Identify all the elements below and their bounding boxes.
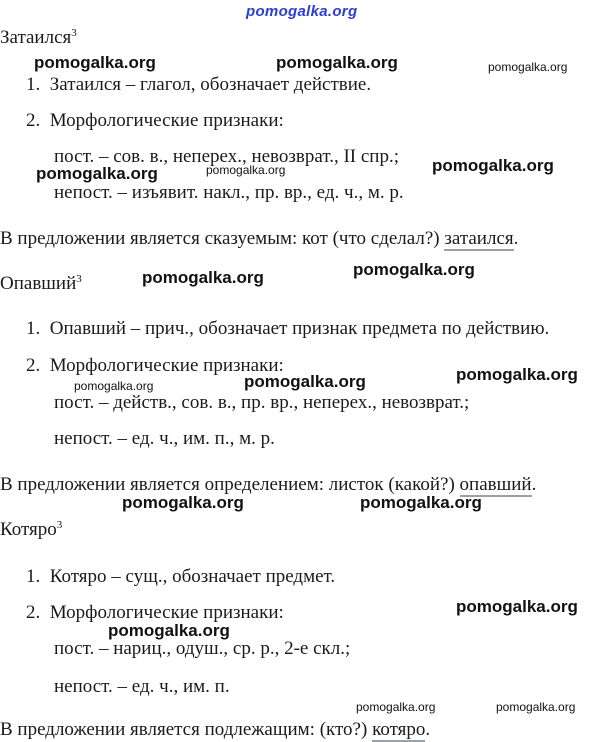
watermark: pomogalka.org <box>74 379 154 393</box>
sentence-role-end: . <box>513 228 519 249</box>
heading-word: Котяро <box>0 519 57 540</box>
sentence-role-text: В предложении является подлежащим: (кто?) <box>0 719 373 740</box>
watermark: pomogalka.org <box>353 260 475 279</box>
constant-features: пост. – нариц., одуш., ср. р., 2-е скл.; <box>54 638 351 659</box>
watermark: pomogalka.org <box>488 60 568 74</box>
list-item-morph-heading: 2. Морфологические признаки: <box>26 602 284 623</box>
list-item-morph-heading: 2. Морфологические признаки: <box>26 110 284 131</box>
sentence-role-word: затаился <box>444 228 514 249</box>
sentence-role-word: опавший <box>459 474 532 495</box>
list-item-morph-heading: 2. Морфологические признаки: <box>26 355 284 376</box>
sentence-role-end: . <box>425 719 431 740</box>
header-watermark: pomogalka.org <box>246 3 358 20</box>
heading-word: Опавший <box>0 273 77 294</box>
variable-features: непост. – ед. ч., им. п. <box>54 676 230 697</box>
constant-features: пост. – сов. в., неперех., невозврат., II спр.; <box>54 146 399 167</box>
watermark: pomogalka.org <box>142 268 264 287</box>
watermark: pomogalka.org <box>276 53 398 72</box>
watermark: pomogalka.org <box>432 156 554 175</box>
heading-sup: 3 <box>71 27 77 39</box>
sentence-role <box>0 228 518 250</box>
variable-features: непост. – ед. ч., им. п., м. р. <box>54 428 275 449</box>
sentence-role-text: В предложении является определением: листок (какой?) <box>0 474 460 495</box>
sentence-role-end: . <box>531 474 537 495</box>
section-heading-zatailsya <box>0 27 77 49</box>
watermark: pomogalka.org <box>108 621 230 640</box>
sentence-role <box>0 719 430 741</box>
watermark: pomogalka.org <box>456 597 578 616</box>
sentence-role-word: котяро <box>372 719 426 740</box>
constant-features: пост. – действ., сов. в., пр. вр., неперех., невозврат.; <box>54 392 470 413</box>
watermark: pomogalka.org <box>122 493 244 512</box>
list-item-definition: 1. Затаился – глагол, обозначает действие. <box>26 74 372 95</box>
watermark: pomogalka.org <box>360 493 482 512</box>
heading-sup: 3 <box>56 519 63 531</box>
watermark: pomogalka.org <box>206 163 286 177</box>
watermark: pomogalka.org <box>244 372 366 391</box>
list-item-definition: 1. Котяро – сущ., обозначает предмет. <box>26 566 336 587</box>
watermark: pomogalka.org <box>456 365 578 384</box>
section-heading-kotyaro <box>0 519 62 541</box>
watermark: pomogalka.org <box>36 164 158 183</box>
section-heading-opavshiy <box>0 273 82 295</box>
watermark: pomogalka.org <box>356 700 436 714</box>
heading-sup: 3 <box>76 273 82 285</box>
heading-word: Затаился <box>0 27 72 48</box>
watermark: pomogalka.org <box>34 53 156 72</box>
list-item-definition: 1. Опавший – прич., обозначает признак предмета по действию. <box>26 318 550 339</box>
sentence-role-text: В предложении является сказуемым: кот (что сделал?) <box>0 228 445 249</box>
watermark: pomogalka.org <box>496 700 576 714</box>
variable-features: непост. – изъявит. накл., пр. вр., ед. ч., м. р. <box>54 182 404 203</box>
